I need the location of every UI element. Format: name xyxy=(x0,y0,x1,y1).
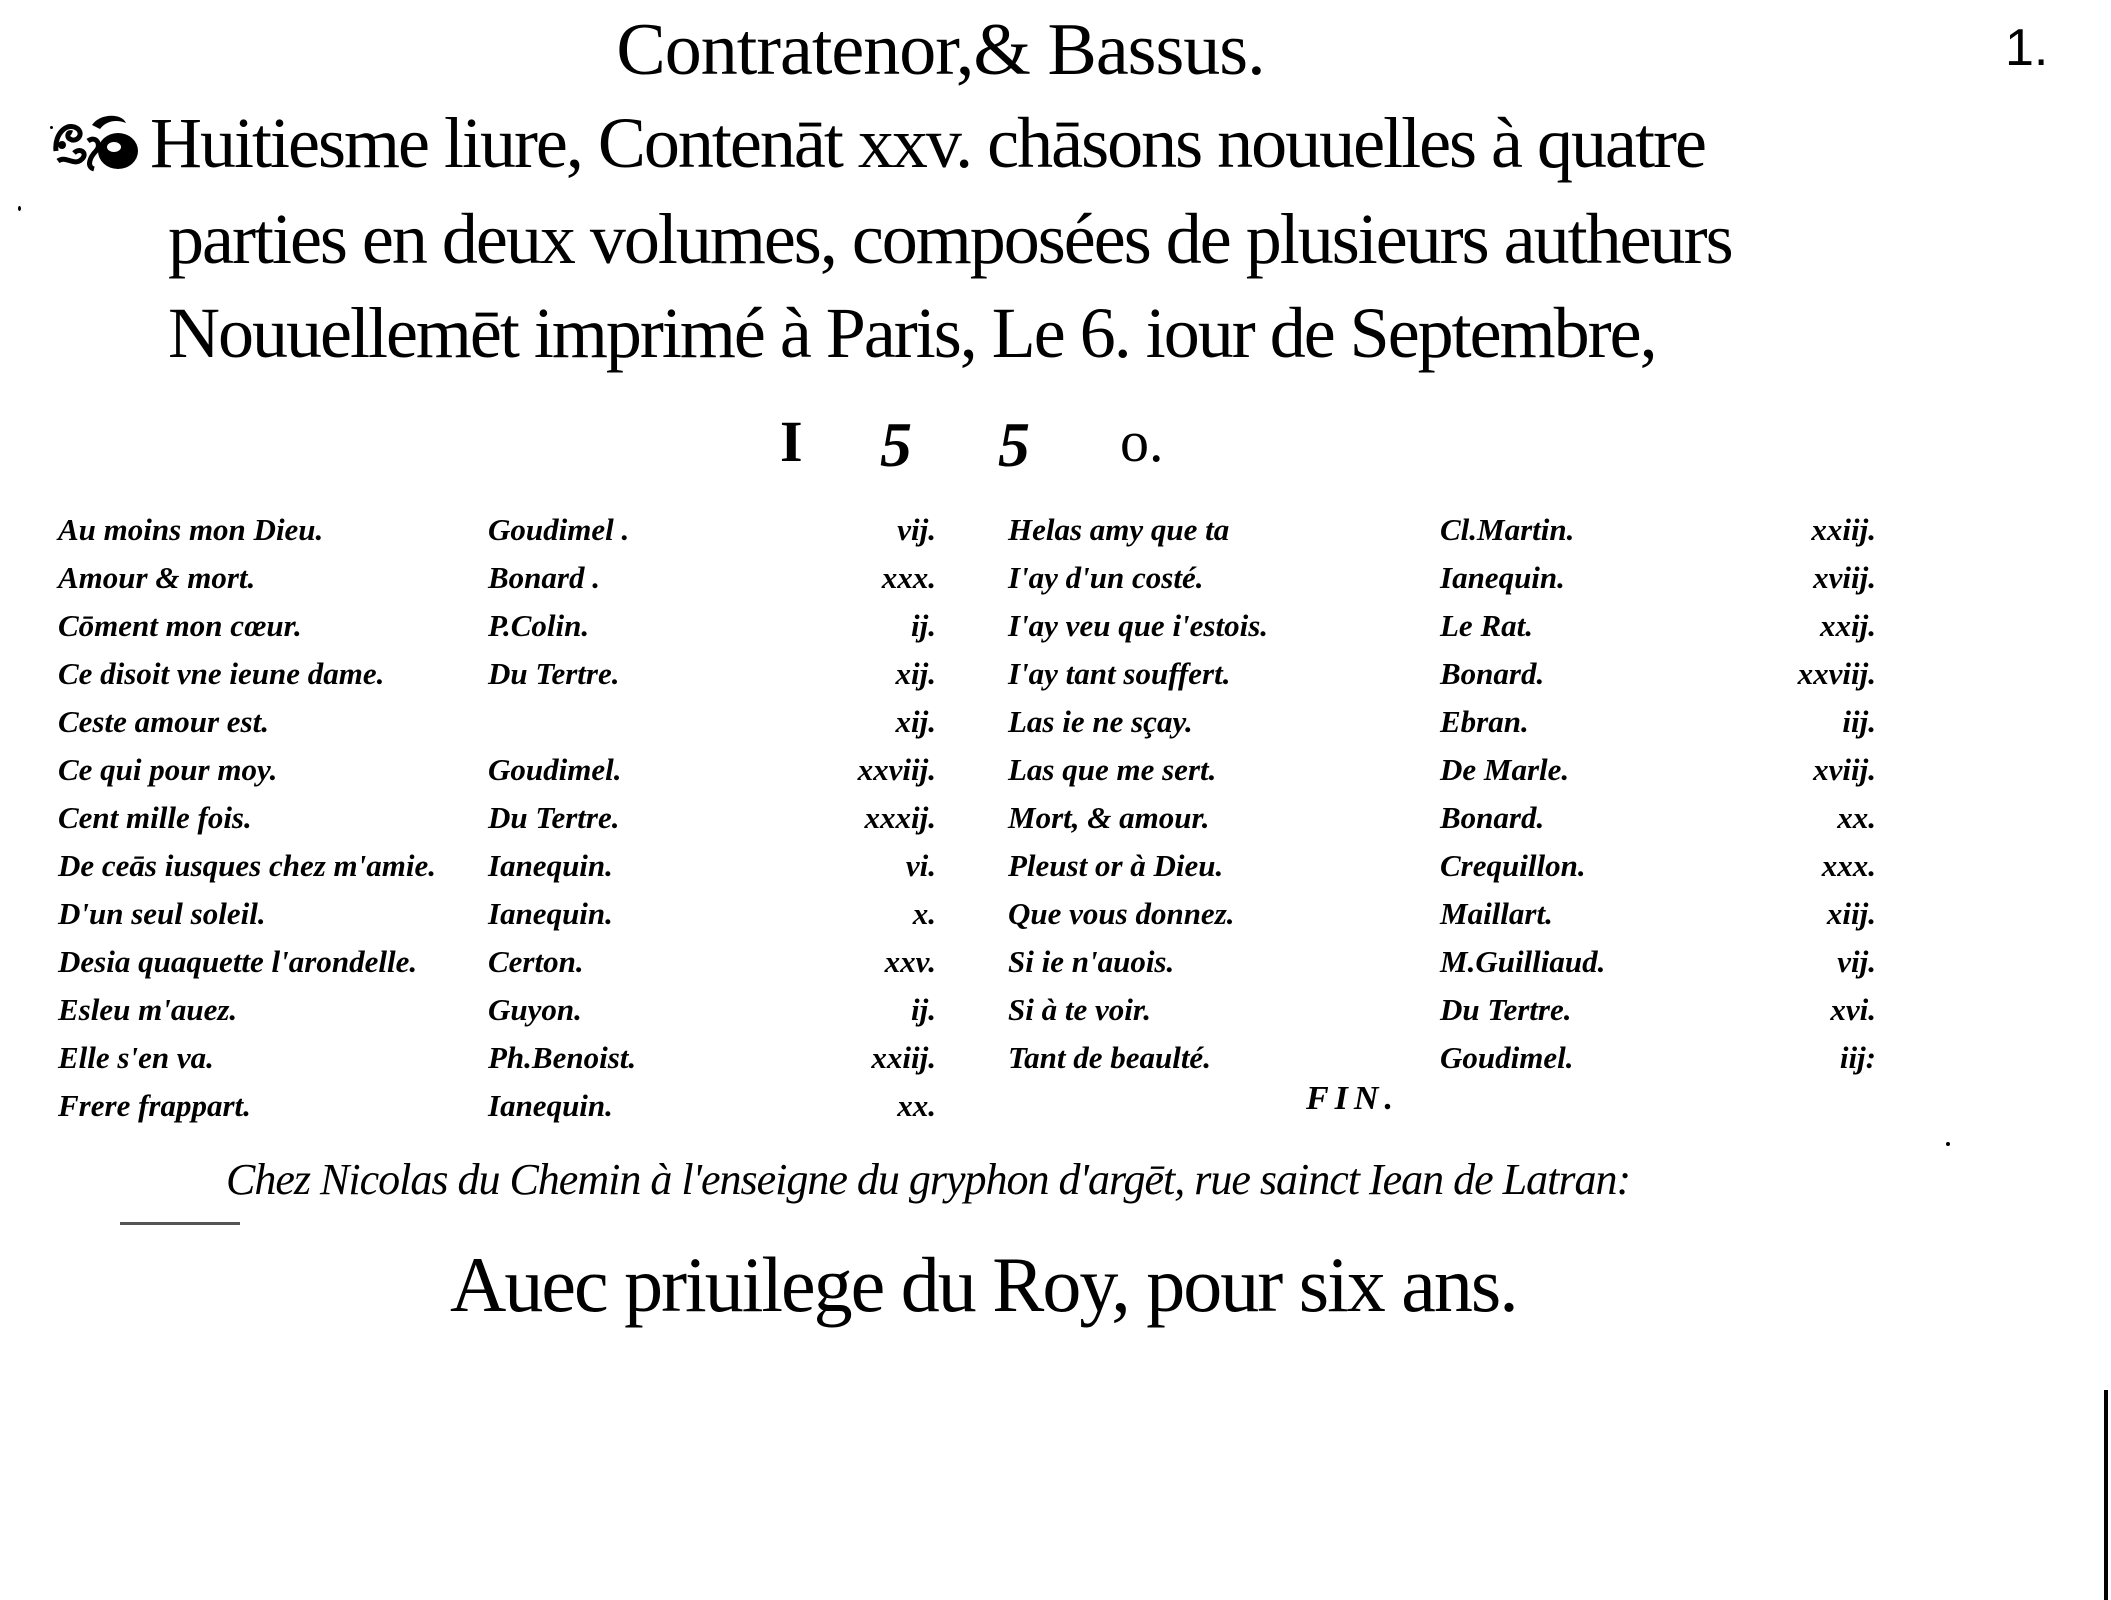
folio-reference: xxiij. xyxy=(1811,512,1876,547)
song-title: Ce qui pour moy. xyxy=(58,752,278,787)
year-digit: 5 xyxy=(880,409,912,480)
song-title: Si ie n'auois. xyxy=(1008,944,1175,979)
index-row xyxy=(58,992,936,1038)
folio-reference: vij. xyxy=(897,512,936,547)
composer-name: Certon. xyxy=(488,944,584,979)
folio-reference: xxviij. xyxy=(857,752,936,787)
folio-reference: vi. xyxy=(905,848,936,883)
song-title: Cōment mon cœur. xyxy=(58,608,302,643)
song-title: Tant de beaulté. xyxy=(1008,1040,1211,1075)
fleuron-ornament-icon xyxy=(52,111,142,173)
scan-speck xyxy=(50,126,53,129)
folio-reference: xx. xyxy=(1837,800,1876,835)
composer-name: Goudimel. xyxy=(1440,1040,1574,1075)
index-row xyxy=(58,704,936,750)
composer-name: Goudimel. xyxy=(488,752,622,787)
index-row xyxy=(1008,992,1876,1038)
index-row xyxy=(58,944,936,990)
song-title: Mort, & amour. xyxy=(1008,800,1210,835)
composer-name: Crequillon. xyxy=(1440,848,1586,883)
song-title: D'un seul soleil. xyxy=(58,896,266,931)
composer-name: Bonard. xyxy=(1440,656,1545,691)
composer-name: Du Tertre. xyxy=(488,800,620,835)
song-title: Desia quaquette l'arondelle. xyxy=(58,944,418,979)
folio-reference: xx. xyxy=(897,1088,936,1123)
song-title: Cent mille fois. xyxy=(58,800,252,835)
folio-reference: iij. xyxy=(1842,704,1876,739)
index-row xyxy=(1008,560,1876,606)
index-row xyxy=(58,560,936,606)
scan-smudge xyxy=(120,1222,240,1225)
index-row xyxy=(1008,944,1876,990)
folio-reference: iij: xyxy=(1839,1040,1876,1075)
folio-reference: ij. xyxy=(911,608,936,643)
song-title: Ceste amour est. xyxy=(58,704,269,739)
heading-line-2: parties en deux volumes, composées de plusieurs autheurs xyxy=(168,199,1732,279)
index-row xyxy=(58,656,936,702)
song-title: Que vous donnez. xyxy=(1008,896,1235,931)
index-row xyxy=(1008,896,1876,942)
scan-speck xyxy=(1946,1142,1950,1146)
song-title: Frere frappart. xyxy=(58,1088,251,1123)
song-title: Pleust or à Dieu. xyxy=(1008,848,1224,883)
composer-name: Du Tertre. xyxy=(1440,992,1572,1027)
index-row xyxy=(1008,752,1876,798)
folio-reference: xxx. xyxy=(1821,848,1876,883)
folio-number: 1. xyxy=(2005,19,2049,77)
composer-name: De Marle. xyxy=(1440,752,1570,787)
folio-reference: xxxij. xyxy=(864,800,936,835)
folio-reference: xxv. xyxy=(884,944,936,979)
year-digit: I xyxy=(780,409,803,474)
composer-name: Ph.Benoist. xyxy=(488,1040,637,1075)
composer-name: Bonard . xyxy=(488,560,600,595)
index-row xyxy=(1008,656,1876,702)
index-row xyxy=(1008,1040,1876,1086)
folio-reference: xij. xyxy=(895,704,936,739)
composer-name: Guyon. xyxy=(488,992,582,1027)
index-row xyxy=(1008,800,1876,846)
composer-name: Bonard. xyxy=(1440,800,1545,835)
heading-text-1: Huitiesme liure, Contenāt xxv. chāsons nouuelles à quatre xyxy=(150,103,1705,183)
song-title: I'ay tant souffert. xyxy=(1008,656,1231,691)
song-title: Esleu m'auez. xyxy=(58,992,238,1027)
composer-name: Ianequin. xyxy=(488,1088,613,1123)
song-title: Helas amy que ta xyxy=(1008,512,1230,547)
composer-name: Le Rat. xyxy=(1440,608,1533,643)
printer-imprint: Chez Nicolas du Chemin à l'enseigne du gryphon d'argēt, rue sainct Iean de Latran: xyxy=(226,1155,1631,1204)
song-title: De ceās iusques chez m'amie. xyxy=(58,848,436,883)
song-title: Las que me sert. xyxy=(1008,752,1217,787)
index-row xyxy=(1008,848,1876,894)
index-row xyxy=(58,1088,936,1134)
index-row xyxy=(58,896,936,942)
year-digit: 5 xyxy=(998,409,1030,480)
folio-reference: xxij. xyxy=(1820,608,1876,643)
index-row xyxy=(1008,608,1876,654)
composer-name: Ianequin. xyxy=(1440,560,1565,595)
index-row xyxy=(58,512,936,558)
year-digit: o. xyxy=(1120,409,1164,474)
song-title: Ce disoit vne ieune dame. xyxy=(58,656,385,691)
folio-reference: xvi. xyxy=(1830,992,1876,1027)
folio-reference: xij. xyxy=(895,656,936,691)
end-mark: FIN. xyxy=(1306,1080,1399,1117)
song-title: Si à te voir. xyxy=(1008,992,1151,1027)
composer-name: Du Tertre. xyxy=(488,656,620,691)
song-title: Au moins mon Dieu. xyxy=(58,512,324,547)
index-row xyxy=(1008,704,1876,750)
song-title: I'ay veu que i'estois. xyxy=(1008,608,1269,643)
index-row xyxy=(58,848,936,894)
index-row xyxy=(58,752,936,798)
composer-name: Cl.Martin. xyxy=(1440,512,1575,547)
folio-reference: vij. xyxy=(1837,944,1876,979)
composer-name: Ebran. xyxy=(1440,704,1529,739)
folio-reference: xviij. xyxy=(1813,560,1876,595)
composer-name: Ianequin. xyxy=(488,896,613,931)
song-title: Amour & mort. xyxy=(58,560,256,595)
scan-speck xyxy=(18,206,21,211)
folio-reference: ij. xyxy=(911,992,936,1027)
index-row xyxy=(58,1040,936,1086)
page-title: Contratenor,& Bassus. xyxy=(616,9,1265,91)
folio-reference: xxviij. xyxy=(1797,656,1876,691)
composer-name: Maillart. xyxy=(1440,896,1553,931)
folio-reference: xxx. xyxy=(881,560,936,595)
index-row xyxy=(58,608,936,654)
composer-name: Ianequin. xyxy=(488,848,613,883)
song-title: I'ay d'un costé. xyxy=(1008,560,1204,595)
page-title-line xyxy=(0,8,2111,93)
index-row xyxy=(58,800,936,846)
heading-line-3: Nouuellemēt imprimé à Paris, Le 6. iour de Septembre, xyxy=(168,293,1656,373)
folio-reference: xxiij. xyxy=(871,1040,936,1075)
folio-reference: x. xyxy=(912,896,936,931)
index-row xyxy=(1008,512,1876,558)
song-title: Las ie ne sçay. xyxy=(1008,704,1193,739)
composer-name: P.Colin. xyxy=(488,608,590,643)
royal-privilege: Auec priuilege du Roy, pour six ans. xyxy=(450,1241,1517,1328)
composer-name: M.Guilliaud. xyxy=(1440,944,1606,979)
composer-name: Goudimel . xyxy=(488,512,630,547)
page-edge-rule xyxy=(2104,1390,2108,1600)
folio-reference: xiij. xyxy=(1826,896,1876,931)
folio-reference: xviij. xyxy=(1813,752,1876,787)
song-title: Elle s'en va. xyxy=(58,1040,214,1075)
heading-line-1 xyxy=(52,102,1705,185)
